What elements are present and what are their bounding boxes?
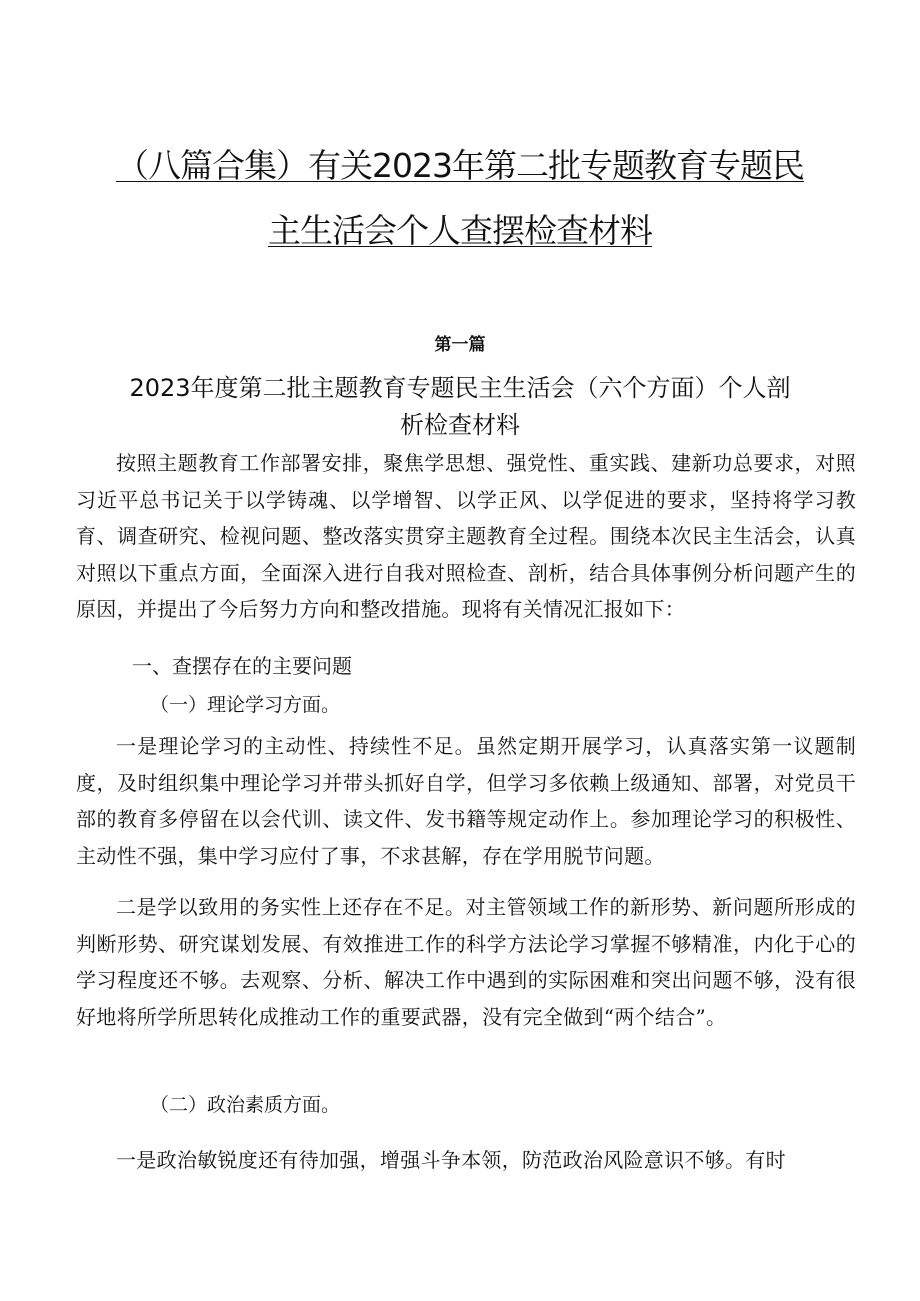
- article-title-line-1: 2023年度第二批主题教育专题民主生活会（六个方面）个人剖: [129, 374, 791, 402]
- article-label: 第一篇: [434, 335, 486, 355]
- intro-paragraph: 按照主题教育工作部署安排，聚焦学思想、强党性、重实践、建新功总要求，对照习近平总书记关于以学铸魂、以学增智、以学正风、以学促进的要求，坚持将学习教育、调查研究、检视问题、整改落实贯穿主题教育全过程。围绕本次民主生活会，认真对照以下重点方面，全面深入进行自我对照检查、剖析，结合具体事例分析问题产生的原因，并提出了今后努力方向和整改措施。现将有关情况汇报如下：: [76, 451, 856, 621]
- body-paragraph-1: 一是理论学习的主动性、持续性不足。虽然定期开展学习，认真落实第一议题制度，及时组织集中理论学习并带头抓好自学，但学习多依赖上级通知、部署，对党员干部的教育多停留在以会代训、读文件、发书籍等规定动作上。参加理论学习的积极性、主动性不强，集中学习应付了事，不求甚解，存在学用脱节问题。: [76, 734, 856, 868]
- section-heading: 一、查摆存在的主要问题: [132, 654, 352, 678]
- document-title-line-2: [0, 205, 920, 252]
- subsection-heading-2: （二）政治素质方面。: [150, 1094, 341, 1116]
- subsection-heading-1: （一）理论学习方面。: [150, 694, 341, 716]
- article-title-line-2: 析检查材料: [400, 411, 520, 439]
- body-paragraph-2: 二是学以致用的务实性上还存在不足。对主管领域工作的新形势、新问题所形成的判断形势、研究谋划发展、有效推进工作的科学方法论学习掌握不够精准，内化于心的学习程度还不够。去观察、分析、解决工作中遇到的实际困难和突出问题不够，没有很好地将所学所思转化成推动工作的重要武器，没有完全做到“两个结合”。: [76, 895, 856, 1029]
- document-title-line-1: [0, 140, 920, 187]
- body-paragraph-3: 一是政治敏锐度还有待加强，增强斗争本领，防范政治风险意识不够。有时: [116, 1148, 786, 1172]
- document-title-text-2: 主生活会个人查摆检查材料: [268, 211, 652, 250]
- document-title-text-1: （八篇合集）有关2023年第二批专题教育专题民: [116, 146, 804, 185]
